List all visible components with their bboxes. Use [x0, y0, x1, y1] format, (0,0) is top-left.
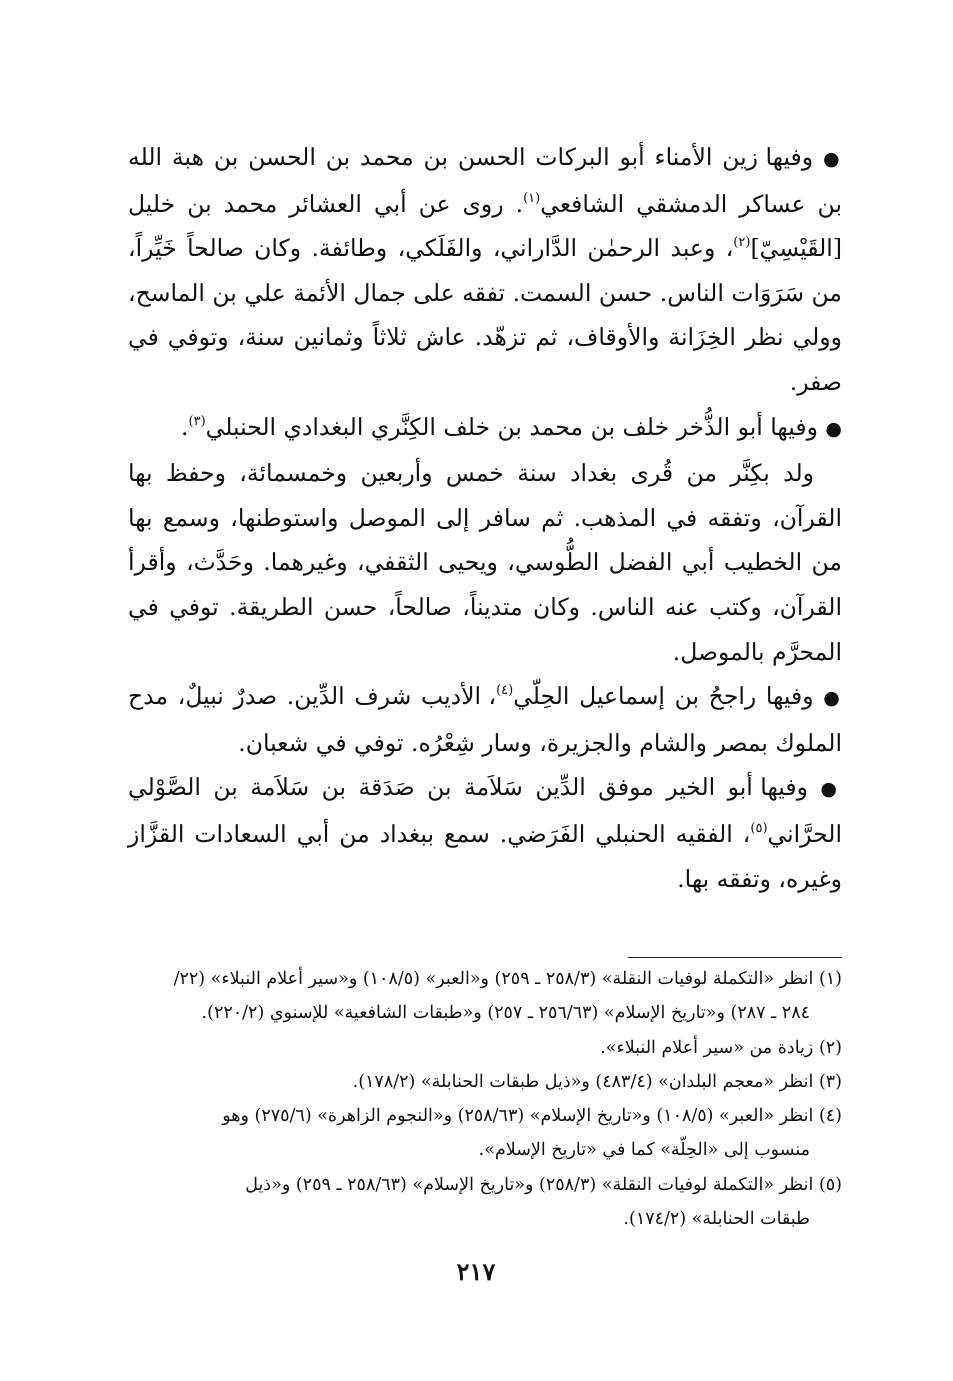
- bullet-icon: ●: [823, 687, 842, 710]
- footnote-divider: [628, 957, 842, 958]
- footnote-number: (٥): [818, 1174, 842, 1195]
- footnote-number: (٤): [818, 1106, 842, 1127]
- entry-paragraph: [128, 765, 842, 901]
- entry-text: وفيها زين الأمناء أبو البركات الحسن بن محمد بن الحسن بن هبة الله بن عساكر الدمشقي الشافعي: [128, 143, 842, 218]
- entry-text: وفيها أبو الخير موفق الدِّين سَلاَمة بن صَدَقة بن سَلاَمة بن الصَّوْلي الحرَّاني: [128, 773, 842, 848]
- bullet-icon: ●: [825, 417, 842, 440]
- footnote: [128, 962, 842, 996]
- bullet-icon: ●: [823, 148, 842, 170]
- entry-paragraph: [128, 405, 842, 452]
- entry-text: . روى عن أبي العشائر محمد بن خليل [القَيْسِيّ]: [128, 189, 842, 263]
- entry-paragraph: [128, 135, 842, 405]
- footnote: [128, 1168, 842, 1202]
- bullet-icon: ●: [820, 778, 842, 801]
- footnote-ref: (٢): [733, 235, 751, 251]
- footnote-continuation: [128, 1202, 842, 1236]
- footnote-text: طبقات الحنابلة» (١٧٤/٢).: [623, 1209, 810, 1230]
- footnote-text: زيادة من «سير أعلام النبلاء».: [600, 1037, 814, 1058]
- footnote-text: انظر «التكملة لوفيات النقلة» (٢٥٨/٣) و«تاريخ الإسلام» (٢٥٨/٦٣ ـ ٢٥٩) و«ذيل: [245, 1174, 814, 1195]
- footnote-text: ٢٨٤ ـ ٢٨٧) و«تاريخ الإسلام» (٢٥٦/٦٣ ـ ٢٥٧) و«طبقات الشافعية» للإسنوي (٢٢٠/٢).: [201, 1003, 810, 1024]
- footnote-number: (٣): [818, 1071, 842, 1092]
- footnote: [128, 1099, 842, 1133]
- footnote-number: (٢): [818, 1037, 842, 1058]
- footnotes: [128, 962, 842, 1236]
- footnote-ref: (١): [523, 190, 541, 206]
- entry-text: .: [181, 412, 189, 441]
- footnote-text: انظر «العبر» (١٠٨/٥) و«تاريخ الإسلام» (٢٥٨/٦٣) و«النجوم الزاهرة» (٢٧٥/٦) وهو: [222, 1106, 814, 1127]
- footnote-ref: (٥): [750, 820, 768, 836]
- footnote-text: منسوب إلى «الحِلّة» كما في «تاريخ الإسلام».: [478, 1140, 810, 1161]
- footnote-continuation: [128, 996, 842, 1030]
- footnote: [128, 1031, 842, 1065]
- footnote-ref: (٤): [496, 683, 514, 699]
- entry-text: وفيها أبو الذُّخر خلف بن محمد بن خلف الكِنَّري البغدادي الحنبلي: [205, 412, 818, 441]
- footnote: [128, 1065, 842, 1099]
- entry-text: وفيها راجحُ بن إسماعيل الحِلّي: [513, 682, 814, 711]
- body-paragraph: [128, 451, 842, 674]
- body-text: ولد بكِنَّر من قُرى بغداد سنة خمس وأربعين وخمسمائة، وحفظ بها القرآن، وتفقه في المذهب. ثم سافر إلى الموصل واستوطنها، وسمع بها من الخطيب أبي الفضل الطُّوسي، ويحيى الثقفي، وغيرهما. وحَدَّث، وأقرأ القرآن، وكتب عنه الناس. وكان متديناً، صالحاً، حسن الطريقة. توفي في المحرَّم بالموصل.: [128, 459, 842, 666]
- entry-paragraph: [128, 674, 842, 765]
- page-number: ٢١٧: [456, 1257, 496, 1286]
- entry-text: ، وعبد الرحمٰن الدَّاراني، والفَلَكي، وطائفة. وكان صالحاً خَيِّراً، من سَرَوَات الناس. حسن السمت. تفقه على جمال الأئمة علي بن الماسح، وولي نظر الخِزَانة والأوقاف، ثم تزهّد. عاش ثلاثاً وثمانين سنة، وتوفي في صفر.: [128, 234, 842, 396]
- entry-text: ، الأديب شرف الدِّين. صدرٌ نبيلٌ، مدح الملوك بمصر والشام والجزيرة، وسار شِعْرُه. توفي في شعبان.: [128, 682, 842, 757]
- entry-text: ، الفقيه الحنبلي الفَرَضي. سمع ببغداد من أبي السعادات القزَّاز وغيره، وتفقه بها.: [128, 819, 842, 893]
- footnote-number: (١): [818, 969, 842, 989]
- footnote-continuation: [128, 1133, 842, 1167]
- footnote-text: انظر «معجم البلدان» (٤٨٣/٤) و«ذيل طبقات الحنابلة» (١٧٨/٢).: [352, 1071, 814, 1092]
- main-text: [128, 135, 842, 901]
- footnote-text: انظر «التكملة لوفيات النقلة» (٢٥٨/٣ ـ ٢٥٩) و«العبر» (١٠٨/٥) و«سير أعلام النبلاء» (٢٢/: [173, 969, 814, 989]
- footnote-ref: (٣): [188, 413, 206, 429]
